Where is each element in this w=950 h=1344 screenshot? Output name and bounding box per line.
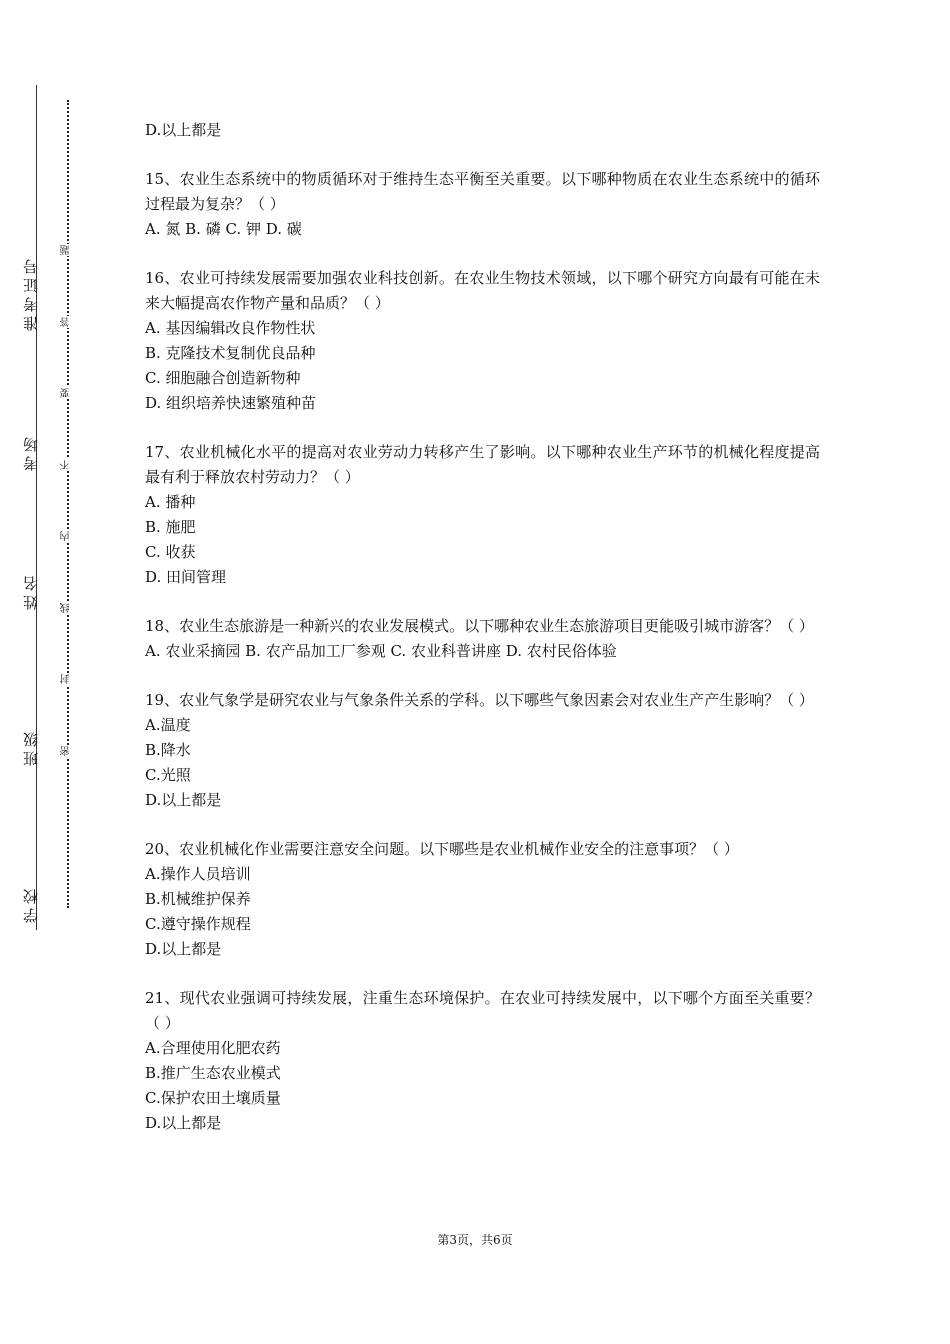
- option: C.遵守操作规程: [145, 915, 251, 933]
- option: D. 田间管理: [145, 568, 227, 586]
- seal-char: 不: [61, 460, 72, 470]
- binding-label-school: 学校: [22, 885, 40, 923]
- question-stem: 18、农业生态旅游是一种新兴的农业发展模式。以下哪种农业生态旅游项目更能吸引城市游客？（ ）: [145, 617, 814, 635]
- option: D.以上都是: [145, 1114, 222, 1132]
- binding-label-exam-id: 准考证号: [22, 255, 40, 331]
- option: D.以上都是: [145, 940, 222, 958]
- question-stem: 17、农业机械化水平的提高对农业劳动力转移产生了影响。以下哪种农业生产环节的机械化程度提高最有利于释放农村劳动力？（ ）: [145, 443, 820, 486]
- option: D.以上都是: [145, 121, 222, 139]
- question-21: [145, 986, 820, 1136]
- option: A. 基因编辑改良作物性状: [145, 319, 316, 337]
- binding-dotted-line: [67, 100, 69, 908]
- question-list: [145, 118, 820, 1160]
- seal-char: 内: [61, 531, 72, 541]
- option: C.光照: [145, 766, 191, 784]
- binding-label-exam-room: 考场: [22, 433, 40, 471]
- option: B.降水: [145, 741, 191, 759]
- option: A. 农业采摘园 B. 农产品加工厂参观 C. 农业科普讲座 D. 农村民俗体验: [145, 642, 617, 660]
- option: B. 克隆技术复制优良品种: [145, 344, 316, 362]
- question-stem: 21、现代农业强调可持续发展，注重生态环境保护。在农业可持续发展中，以下哪个方面至关重要？（ ）: [145, 989, 820, 1032]
- question-stem: 15、农业生态系统中的物质循环对于维持生态平衡至关重要。以下哪种物质在农业生态系统中的循环过程最为复杂？（ ）: [145, 170, 820, 213]
- seal-char: 要: [61, 388, 72, 398]
- seal-char: 题: [61, 245, 72, 255]
- option: C. 收获: [145, 543, 196, 561]
- question-18: [145, 614, 820, 664]
- option: A. 氮 B. 磷 C. 钾 D. 碳: [145, 220, 302, 238]
- question-19: [145, 688, 820, 813]
- option: A. 播种: [145, 493, 196, 511]
- seal-char: 答: [61, 317, 72, 327]
- option: B. 施肥: [145, 518, 196, 536]
- question-16: [145, 266, 820, 416]
- seal-char: 密: [61, 746, 72, 756]
- question-15: [145, 167, 820, 242]
- option: A.操作人员培训: [145, 865, 251, 883]
- option: C.保护农田土壤质量: [145, 1089, 281, 1107]
- question-stem: 16、农业可持续发展需要加强农业科技创新。在农业生物技术领域，以下哪个研究方向最有可能在未来大幅提高农作物产量和品质？（ ）: [145, 269, 820, 312]
- binding-margin: [0, 0, 110, 1344]
- seal-char: 封: [61, 674, 72, 684]
- question-stem: 19、农业气象学是研究农业与气象条件关系的学科。以下哪些气象因素会对农业生产产生影响？（ ）: [145, 691, 814, 709]
- seal-char: 线: [61, 603, 72, 613]
- binding-label-class: 班级: [22, 728, 40, 766]
- question-stem: 20、农业机械化作业需要注意安全问题。以下哪些是农业机械作业安全的注意事项？（ ）: [145, 840, 739, 858]
- question-17: [145, 440, 820, 590]
- question-14-tail: [145, 118, 820, 143]
- option: B.推广生态农业模式: [145, 1064, 281, 1082]
- binding-solid-line: [36, 85, 37, 930]
- option: D.以上都是: [145, 791, 222, 809]
- option: B.机械维护保养: [145, 890, 251, 908]
- page-number-footer: 第3页，共6页: [437, 1233, 513, 1247]
- option: C. 细胞融合创造新物种: [145, 369, 301, 387]
- option: A.温度: [145, 716, 191, 734]
- option: A.合理使用化肥农药: [145, 1039, 281, 1057]
- binding-label-name: 姓名: [22, 572, 40, 610]
- option: D. 组织培养快速繁殖种苗: [145, 394, 317, 412]
- question-20: [145, 837, 820, 962]
